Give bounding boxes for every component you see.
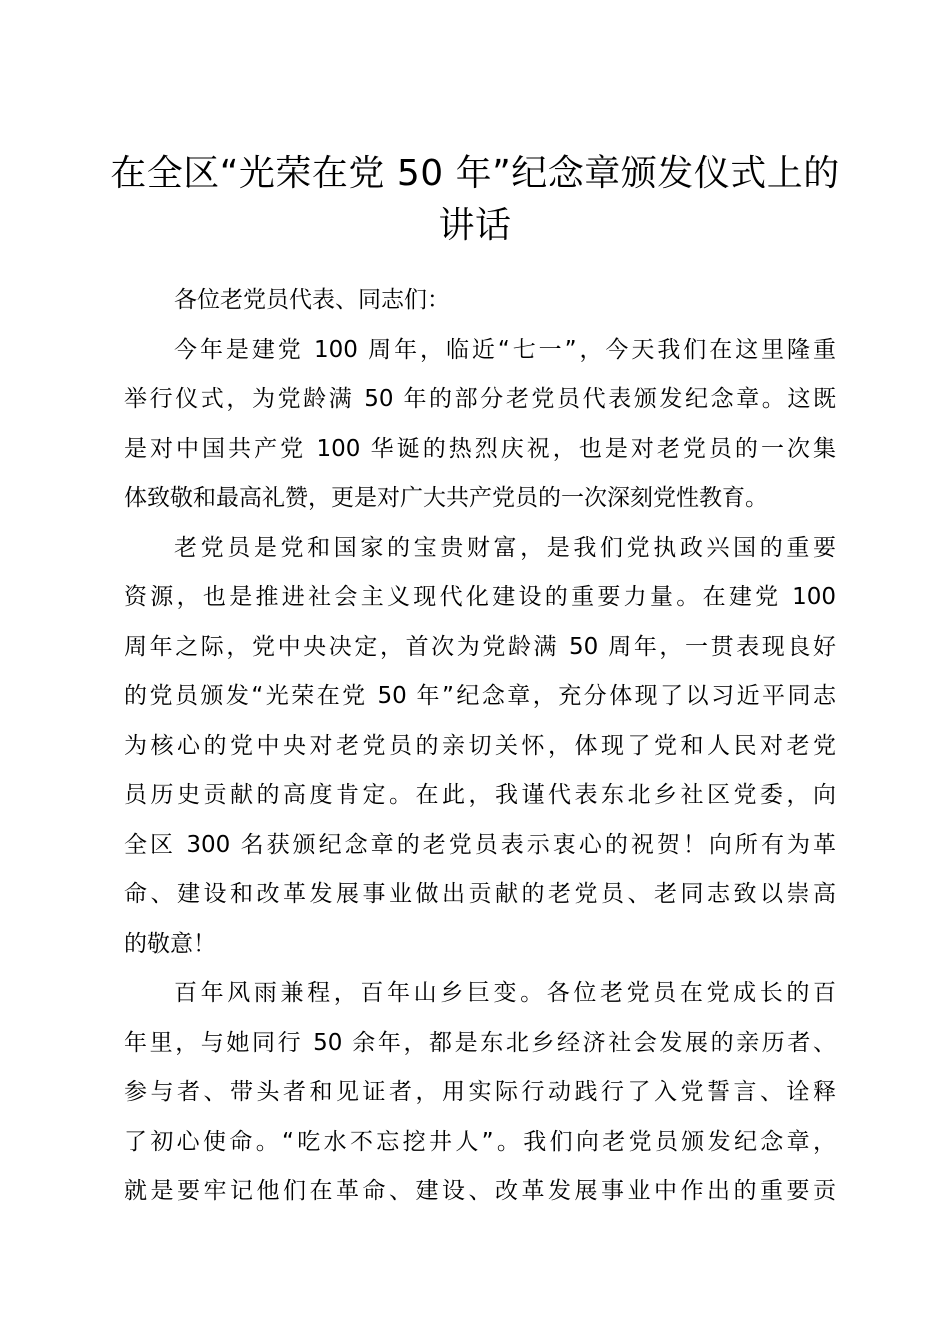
paragraph-line: 命、建设和改革发展事业做出贡献的老党员、老同志致以崇高 [124,881,836,907]
paragraph-line: 的敬意！ [124,930,216,957]
paragraph-line: 员历史贡献的高度肯定。在此，我谨代表东北乡社区党委，向 [124,782,836,808]
paragraph-line: 今年是建党 100 周年，临近“七一”，今天我们在这里隆重 [174,336,836,363]
document-body [124,276,836,1217]
paragraph-line: 是对中国共产党 100 华诞的热烈庆祝，也是对老党员的一次集 [124,435,836,462]
paragraph-line: 老党员是党和国家的宝贵财富，是我们党执政兴国的重要 [174,534,836,561]
title-line: 在全区“光荣在党 50 年”纪念章颁发仪式上的 [110,153,840,194]
paragraph-line: 的党员颁发“光荣在党 50 年”纪念章，充分体现了以习近平同志 [124,683,836,709]
paragraph-line: 参与者、带头者和见证者，用实际行动践行了入党誓言、诠释 [124,1079,836,1105]
paragraph-line: 全区 300 名获颁纪念章的老党员表示衷心的祝贺！向所有为革 [124,831,836,858]
paragraph-line: 体致敬和最高礼赞，更是对广大共产党员的一次深刻党性教育。 [124,485,768,511]
document-title [110,148,840,252]
paragraph-line: 周年之际，党中央决定，首次为党龄满 50 周年，一贯表现良好 [124,633,836,660]
paragraph-line: 举行仪式，为党龄满 50 年的部分老党员代表颁发纪念章。这既 [124,386,836,412]
paragraph-line: 资源，也是推进社会主义现代化建设的重要力量。在建党 100 [124,584,836,610]
paragraph-line: 了初心使命。“吃水不忘挖井人”。我们向老党员颁发纪念章， [124,1128,836,1155]
salutation: 各位老党员代表、同志们： [174,287,450,313]
paragraph-line: 百年风雨兼程，百年山乡巨变。各位老党员在党成长的百 [174,980,836,1006]
paragraph-line: 就是要牢记他们在革命、建设、改革发展事业中作出的重要贡 [124,1178,836,1204]
paragraph-line: 年里，与她同行 50 余年，都是东北乡经济社会发展的亲历者、 [124,1029,836,1056]
paragraph-line: 为核心的党中央对老党员的亲切关怀，体现了党和人民对老党 [124,732,836,759]
title-line: 讲话 [438,205,512,246]
